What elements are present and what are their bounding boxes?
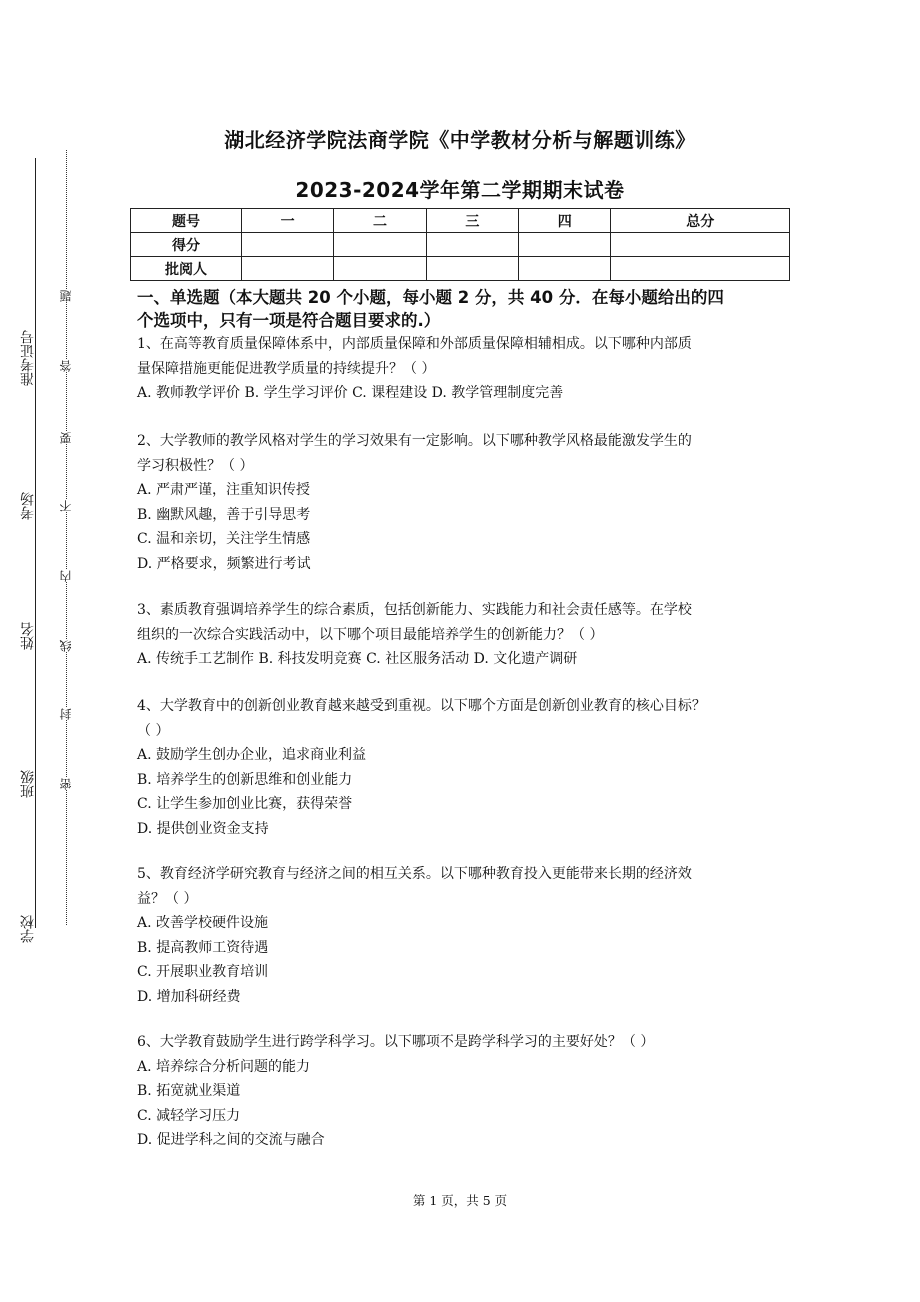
question-stem: 组织的一次综合实践活动中，以下哪个项目最能培养学生的创新能力？（ ） xyxy=(137,626,604,643)
option-a: A. 培养综合分析问题的能力 xyxy=(137,1058,311,1075)
score-row-label: 批阅人 xyxy=(131,257,242,281)
question-stem: 2、大学教师的教学风格对学生的学习效果有一定影响。以下哪种教学风格最能激发学生的 xyxy=(137,433,692,449)
field-exam-room: 考场 xyxy=(20,492,36,520)
option-a: A. 改善学校硬件设施 xyxy=(137,915,269,931)
option-a: A. 严肃严谨，注重知识传授 xyxy=(137,482,311,498)
score-header-cell: 四 xyxy=(519,209,611,233)
seal-char: 线 xyxy=(59,640,73,652)
option-d: D. 增加科研经费 xyxy=(137,988,241,1005)
score-cell xyxy=(426,257,518,281)
field-school: 学校 xyxy=(20,915,36,943)
score-cell xyxy=(242,233,334,257)
field-exam-number: 准考证号 xyxy=(20,330,36,386)
exam-subtitle: 2023-2024学年第二学期期末试卷 xyxy=(295,178,625,202)
option-d: D. 促进学科之间的交流与融合 xyxy=(137,1132,325,1148)
question-1 xyxy=(137,332,787,406)
seal-char: 答 xyxy=(59,360,73,372)
seal-char: 不 xyxy=(59,500,73,512)
question-stem: （ ） xyxy=(137,722,170,739)
score-table xyxy=(130,208,790,281)
score-cell xyxy=(334,233,426,257)
question-2 xyxy=(137,429,787,576)
score-table-row xyxy=(131,257,790,281)
score-cell xyxy=(611,233,790,257)
score-table-row xyxy=(131,233,790,257)
field-name: 姓名 xyxy=(20,622,36,650)
option-c: C. 温和亲切，关注学生情感 xyxy=(137,531,311,547)
score-header-cell: 一 xyxy=(242,209,334,233)
question-stem: 3、素质教育强调培养学生的综合素质，包括创新能力、实践能力和社会责任感等。在学校 xyxy=(137,602,692,618)
option-c: C. 开展职业教育培训 xyxy=(137,964,269,980)
field-class: 班级 xyxy=(20,770,36,798)
seal-char: 题 xyxy=(59,290,73,302)
seal-char: 封 xyxy=(59,708,73,720)
score-cell xyxy=(519,257,611,281)
question-3 xyxy=(137,598,787,672)
option-c: C. 让学生参加创业比赛，获得荣誉 xyxy=(137,796,353,812)
score-row-label: 得分 xyxy=(131,233,242,257)
seal-char: 内 xyxy=(59,570,73,582)
question-stem: 益？（ ） xyxy=(137,890,198,907)
section-heading-line: 一、单选题（本大题共 20 个小题，每小题 2 分，共 40 分．在每小题给出的四 xyxy=(137,288,724,307)
question-stem: 量保障措施更能促进教学质量的持续提升？（ ） xyxy=(137,360,436,377)
score-header-cell: 三 xyxy=(426,209,518,233)
question-stem: 6、大学教育鼓励学生进行跨学科学习。以下哪项不是跨学科学习的主要好处？（ ） xyxy=(137,1034,655,1050)
score-table-header-row xyxy=(131,209,790,233)
seal-char: 密 xyxy=(59,778,73,790)
option-b: B. 幽默风趣，善于引导思考 xyxy=(137,506,311,523)
question-6 xyxy=(137,1030,787,1153)
score-header-cell: 题号 xyxy=(131,209,242,233)
question-stem: 5、教育经济学研究教育与经济之间的相互关系。以下哪种教育投入更能带来长期的经济效 xyxy=(137,866,692,882)
score-cell xyxy=(242,257,334,281)
question-stem: 1、在高等教育质量保障体系中，内部质量保障和外部质量保障相辅相成。以下哪种内部质 xyxy=(137,336,692,352)
option-d: D. 提供创业资金支持 xyxy=(137,820,269,837)
question-stem: 4、大学教育中的创新创业教育越来越受到重视。以下哪个方面是创新创业教育的核心目标？ xyxy=(137,698,706,714)
question-5 xyxy=(137,862,787,1009)
section-heading-line: 个选项中，只有一项是符合题目要求的.） xyxy=(137,311,441,330)
page-number: 第 1 页，共 5 页 xyxy=(412,1193,508,1208)
seal-char: 要 xyxy=(59,432,73,444)
binding-line xyxy=(35,158,36,928)
score-cell xyxy=(519,233,611,257)
question-4 xyxy=(137,694,787,841)
question-options: A. 教师教学评价 B. 学生学习评价 C. 课程建设 D. 教学管理制度完善 xyxy=(137,385,564,401)
section-heading xyxy=(137,286,787,332)
exam-title: 湖北经济学院法商学院《中学教材分析与解题训练》 xyxy=(224,128,696,152)
option-b: B. 拓宽就业渠道 xyxy=(137,1083,241,1099)
option-b: B. 培养学生的创新思维和创业能力 xyxy=(137,771,353,788)
option-d: D. 严格要求，频繁进行考试 xyxy=(137,555,311,572)
dotted-seal-line xyxy=(66,150,67,925)
option-c: C. 减轻学习压力 xyxy=(137,1107,241,1124)
option-a: A. 鼓励学生创办企业，追求商业利益 xyxy=(137,747,367,763)
question-stem: 学习积极性？（ ） xyxy=(137,457,254,474)
score-header-cell: 二 xyxy=(334,209,426,233)
score-cell xyxy=(334,257,426,281)
option-b: B. 提高教师工资待遇 xyxy=(137,939,269,956)
question-options: A. 传统手工艺制作 B. 科技发明竞赛 C. 社区服务活动 D. 文化遗产调研 xyxy=(137,651,578,667)
score-cell xyxy=(426,233,518,257)
score-header-cell: 总分 xyxy=(611,209,790,233)
score-cell xyxy=(611,257,790,281)
